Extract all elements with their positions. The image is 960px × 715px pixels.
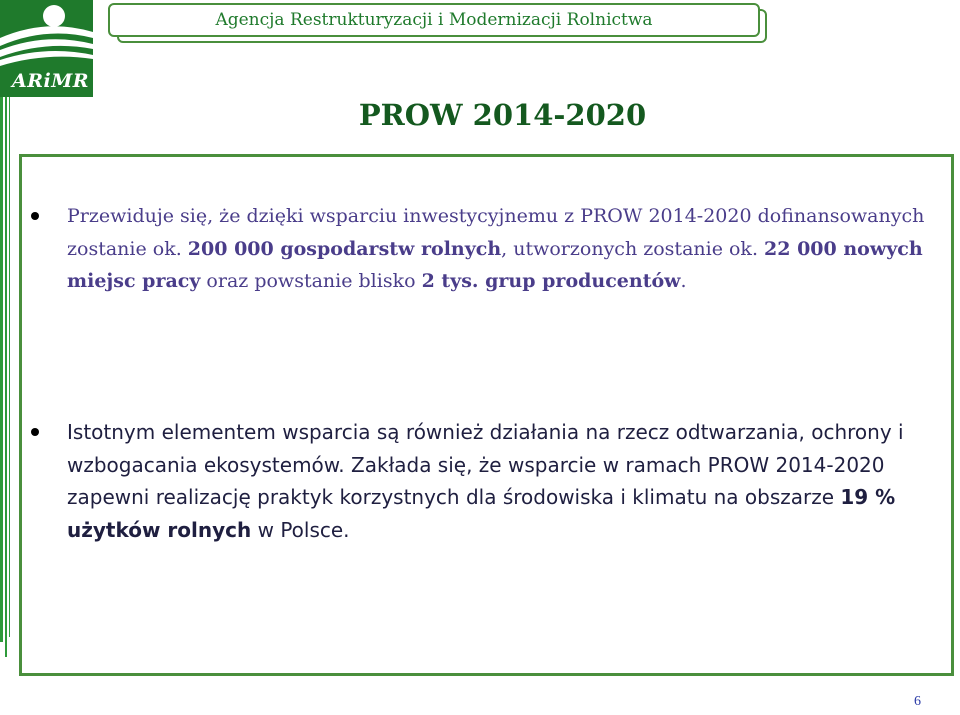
bullet-highlight: 200 000 gospodarstw rolnych	[187, 237, 502, 260]
left-rail	[9, 97, 10, 637]
bullet-item	[67, 416, 927, 546]
left-rail	[5, 97, 7, 657]
logo-text: ARiMR	[12, 70, 90, 92]
bullet-text: Przewiduje się, że dzięki wsparciu inwestycyjnemu z PROW 2014-2020 dofinansowanych zostanie ok.	[67, 205, 925, 260]
bullet-highlight: 19 % użytków rolnych	[67, 485, 896, 542]
bullet-text: .	[680, 270, 687, 292]
header-banner	[108, 3, 760, 37]
bullet-text: w Polsce.	[251, 517, 350, 542]
banner-text: Agencja Restrukturyzacji i Modernizacji Rolnictwa	[215, 10, 653, 30]
bullet-highlight: 22 000 nowych miejsc pracy	[67, 237, 923, 292]
left-rail	[0, 97, 3, 642]
bullet-highlight: 2 tys. grup producentów	[421, 270, 681, 292]
bullet-text: oraz powstanie blisko	[200, 270, 422, 292]
slide-title: PROW 2014-2020	[358, 98, 647, 132]
page-number: 6	[914, 694, 921, 709]
bullet-text: , utworzonych zostanie ok.	[501, 237, 765, 260]
arimr-logo	[0, 0, 93, 97]
bullet-item	[67, 200, 927, 298]
bullet-text: Istotnym elementem wsparcia są również działania na rzecz odtwarzania, ochrony i wzbogacania ekosystemów. Zakłada się, że wsparcie w ramach PROW 2014-2020 zapewni realizację praktyk korzystnych dla środowiska i klimatu na obszarze	[67, 420, 904, 509]
